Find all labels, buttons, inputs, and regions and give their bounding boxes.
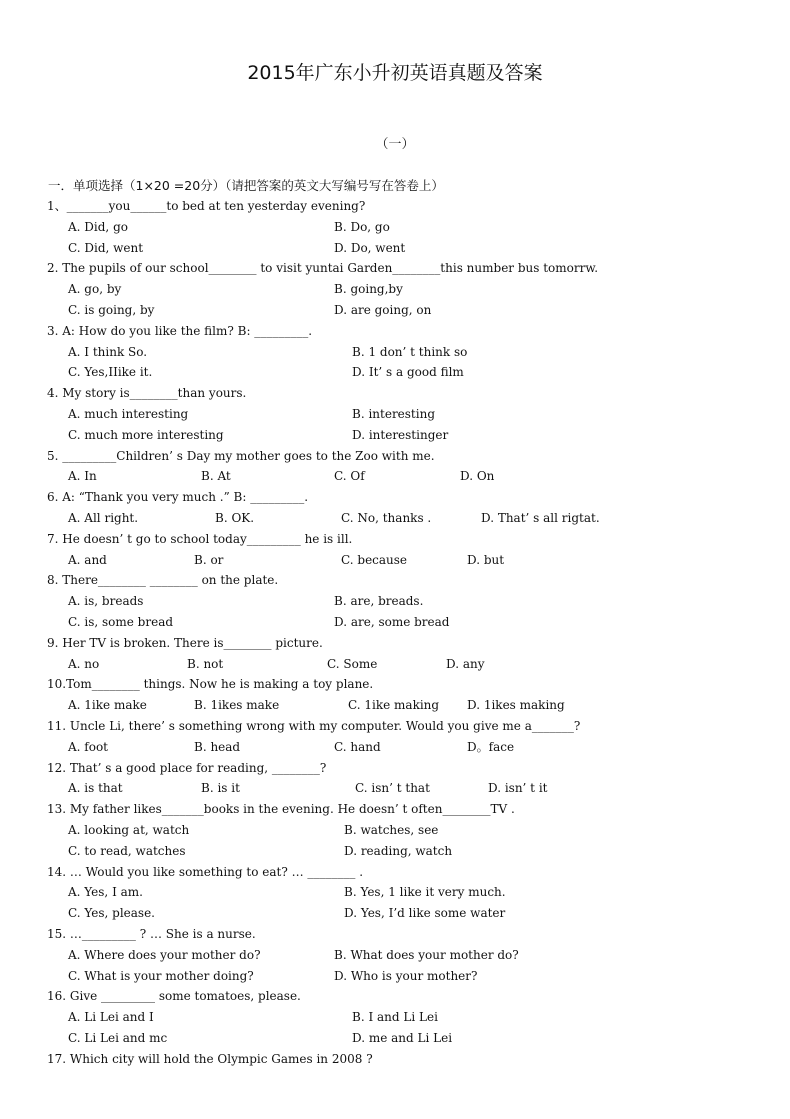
option-c: C. No, thanks . [341,511,432,525]
options-row [68,300,708,320]
option-b: B. OK. [215,511,255,525]
option-d: D. are going, on [334,303,432,317]
option-d: D. but [467,552,505,567]
option-c: C. Yes, please. [68,906,155,921]
question-text: 17. Which city will hold the Olympic Games in 2008 ? [47,1051,373,1066]
option-d: D. That’ s all rigtat. [481,511,600,525]
options-row [68,550,708,570]
option-b: B. 1 don’ t think so [352,344,468,359]
option-d: D. It’ s a good film [352,365,464,380]
option-d: D. interestinger [352,427,449,442]
options-row [68,778,708,798]
option-d: D. me and Li Lei [352,1031,453,1045]
question-text: 15. …_________ ? … She is a nurse. [47,927,256,941]
option-a: A. 1ike make [68,698,147,713]
option-b: B. What does your mother do? [334,947,519,962]
question-text: 13. My father likes_______books in the evening. He doesn’ t often________TV . [47,802,515,817]
option-b: B. not [187,656,224,671]
option-d: D. Who is your mother? [334,968,478,983]
option-b: B. interesting [352,407,436,421]
options-row [68,238,708,258]
question-text: 6. A: “Thank you very much .” B: _________. [47,490,309,505]
question-text: 1、_______you______to bed at ten yesterday evening? [47,199,366,213]
option-d: D. are, some bread [334,615,450,629]
page-title: 2015年广东小升初英语真题及答案 [247,62,543,84]
option-b: B. 1ikes make [194,698,280,713]
options-row [68,882,708,902]
options-row [68,903,708,923]
options-row [68,820,708,840]
option-b: B. are, breads. [334,594,424,609]
question-text: 3. A: How do you like the film? B: _________. [47,323,313,338]
options-row [68,654,708,674]
option-c: C. is going, by [68,303,155,317]
option-d: D。face [467,739,515,754]
option-a: A. go, by [68,282,122,297]
option-b: B. I and Li Lei [352,1010,438,1025]
options-row [68,508,708,528]
options-row [68,342,708,362]
option-d: D. 1ikes making [467,698,565,713]
option-d: D. On [460,469,495,484]
option-a: A. Li Lei and I [68,1010,154,1025]
question-text: 11. Uncle Li, there’ s something wrong with my computer. Would you give me a_______? [47,719,581,733]
options-row [68,279,708,299]
option-a: A. looking at, watch [68,823,190,837]
option-c: C. because [341,552,408,567]
option-c: C. isn’ t that [355,781,430,796]
question-text: 14. … Would you like something to eat? … ________ . [47,864,364,879]
options-row [68,466,708,486]
option-c: C. hand [334,739,381,754]
option-a: A. and [68,552,107,567]
section-heading: 一．单项选择（1×20 =20分）（请把答案的英文大写编号写在答卷上） [48,178,444,193]
option-a: A. much interesting [68,407,189,421]
option-a: A. foot [68,739,109,754]
options-row [68,945,708,965]
option-b: B. Yes, 1 like it very much. [344,885,506,900]
option-a: A. I think So. [68,344,148,359]
option-c: C. Did, went [68,240,144,255]
question-text: 9. Her TV is broken. There is________ picture. [47,635,323,650]
option-d: D. Do, went [334,240,406,255]
question-text: 12. That’ s a good place for reading, ________? [47,760,327,775]
options-row [68,841,708,861]
option-c: C. is, some bread [68,615,174,629]
option-a: A. Yes, I am. [68,885,143,900]
options-row [68,737,708,757]
page-subtitle: （一） [375,137,415,152]
option-d: D. reading, watch [344,843,453,858]
option-a: A. Where does your mother do? [68,947,261,962]
options-row [68,612,708,632]
option-c: C. Some [327,656,378,671]
options-row [68,217,708,237]
option-c: C. Li Lei and mc [68,1031,168,1045]
option-a: A. Did, go [68,219,128,234]
option-d: D. Yes, I’d like some water [344,906,506,921]
options-row [68,1028,708,1048]
option-a: A. no [68,656,100,671]
option-c: C. Of [334,469,365,484]
option-b: B. watches, see [344,823,439,837]
options-row [68,362,708,382]
option-b: B. is it [201,781,240,796]
option-c: C. much more interesting [68,427,224,442]
options-row [68,695,708,715]
option-d: D. any [446,656,485,671]
options-row [68,425,708,445]
option-d: D. isn’ t it [488,781,548,796]
option-c: C. What is your mother doing? [68,968,254,983]
question-text: 5. _________Children’ s Day my mother goes to the Zoo with me. [47,448,435,463]
option-b: B. or [194,552,224,567]
options-row [68,404,708,424]
option-c: C. Yes,IIike it. [68,365,153,380]
question-text: 16. Give _________ some tomatoes, please. [47,989,301,1004]
options-row [68,591,708,611]
option-b: B. At [201,469,231,484]
question-text: 8. There________ ________ on the plate. [47,573,279,588]
option-b: B. head [194,739,241,754]
option-b: B. going,by [334,282,403,297]
question-text: 2. The pupils of our school________ to visit yuntai Garden________this number bus tomorrw. [47,261,599,276]
option-a: A. All right. [68,511,139,525]
option-a: A. In [68,469,97,484]
option-a: A. is, breads [68,594,144,609]
option-c: C. 1ike making [348,698,440,713]
option-c: C. to read, watches [68,843,186,858]
option-b: B. Do, go [334,219,390,234]
options-row [68,1007,708,1027]
question-text: 4. My story is________than yours. [47,386,247,401]
question-text: 10.Tom________ things. Now he is making a toy plane. [47,677,374,692]
option-a: A. is that [68,781,123,796]
question-text: 7. He doesn’ t go to school today_________ he is ill. [47,531,353,546]
options-row [68,966,708,986]
